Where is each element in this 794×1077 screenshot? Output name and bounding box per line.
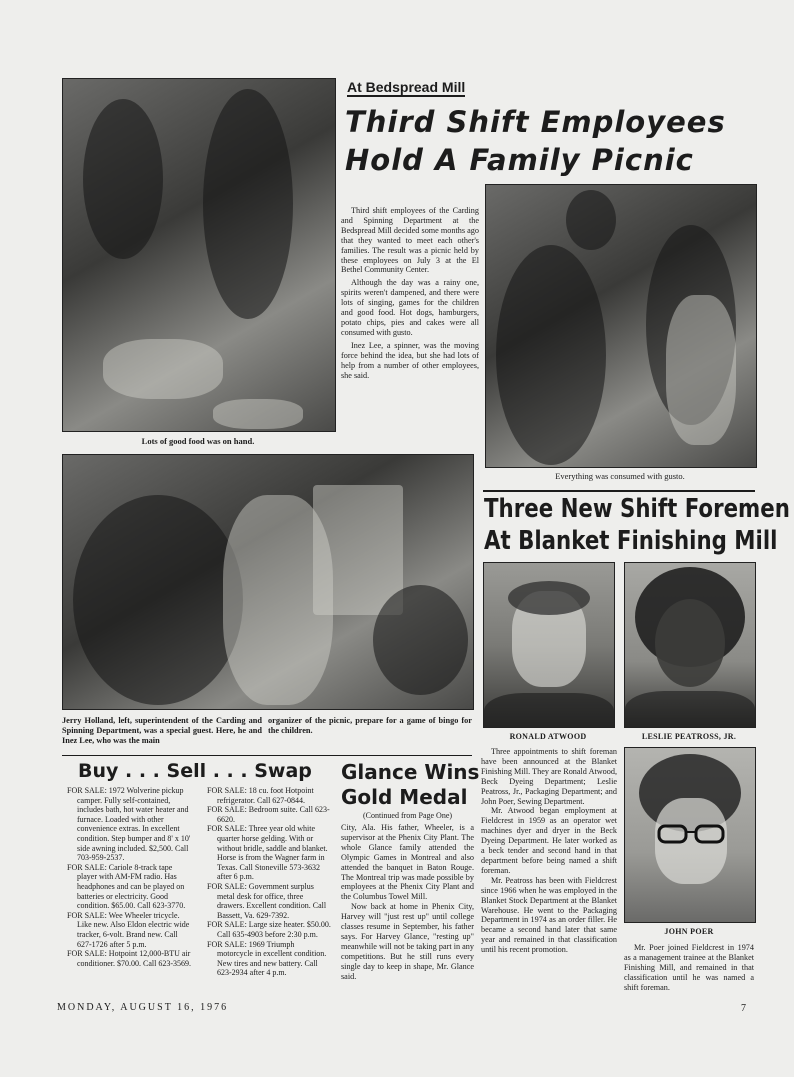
photo-children-eating xyxy=(485,184,757,468)
classified-ad: FOR SALE: Government surplus metal desk for office, three drawers. Excellent condition. Call Bassett, Va. 629-7392. xyxy=(207,881,327,920)
caption-holland-right: organizer of the picnic, prepare for a game of bingo for the children. xyxy=(268,716,472,735)
glance-paragraph: Now back at home in Phenix City, Harvey will "just rest up" until college classes resume in September, his father says. For Harvey Glance, "resting up" meanwhile will not be taking part in any competitions. But he still runs every single day to keep in shape, Mr. Glance said. xyxy=(341,902,474,981)
classified-ad: FOR SALE: Hotpoint 12,000-BTU air conditioner. $70.00. Call 623-3569. xyxy=(67,949,191,968)
classified-ad: FOR SALE: 18 cu. foot Hotpoint refrigerator. Call 627-0844. xyxy=(207,786,314,805)
rule-foremen-top xyxy=(483,490,755,492)
headline-foremen-line1: Three New Shift Foremen xyxy=(484,494,790,524)
picnic-paragraph: Inez Lee, a spinner, was the moving force behind the idea, but she had lots of help from a number of other employees, she said. xyxy=(341,340,479,380)
page-number: 7 xyxy=(741,1003,746,1014)
kicker-bedspread-mill: At Bedspread Mill xyxy=(347,79,466,95)
foremen-paragraph: Mr. Peatross has been with Fieldcrest since 1966 when he was employed in the Blanket Stock Department at the Blanket Warehouse. He went to the Packaging Department in 1974 as an order filler. He became a second hand later that same year and remained in that classification until his recent promotion. xyxy=(481,875,617,955)
caption-consumed: Everything was consumed with gusto. xyxy=(555,471,685,481)
classified-ad: FOR SALE: Bedroom suite. Call 623-6620. xyxy=(207,805,330,824)
picnic-article-body xyxy=(341,206,479,380)
name-john-poer: JOHN POER xyxy=(664,927,714,936)
glance-article-body xyxy=(341,823,474,982)
swap-column-2 xyxy=(207,786,331,978)
rule-lower-section xyxy=(62,755,472,756)
photo-holland-bingo xyxy=(62,454,474,710)
classified-ad: FOR SALE: Three year old white quarter horse gelding. With or without bridle, saddle and blanket. Horse is from the Wagner farm in Texas. Call Stoneville 573-3632 after 6 p.m. xyxy=(207,824,328,882)
photo-leslie-peatross xyxy=(624,562,756,728)
foremen-paragraph: Mr. Atwood began employment at Fieldcrest in 1959 as an operator wet machines dyer and dryer in the Beck Dyeing Department. He later worked as a beck tender and second hand in that department before being named a shift foreman. xyxy=(481,806,617,875)
picnic-paragraph: Although the day was a rainy one, spirits weren't dampened, and there were lots of singing, games for the children and good food. Hot dogs, hamburgers, potato chips, pies and cakes were all consumed with gusto. xyxy=(341,278,479,337)
headline-picnic-line2: Hold A Family Picnic xyxy=(345,143,694,177)
classified-ad: FOR SALE: Wee Wheeler tricycle. Like new. Also Eldon electric wide tracker, 6-volt. Brand new. Call 627-1726 after 5 p.m. xyxy=(67,910,190,949)
headline-picnic-line1: Third Shift Employees xyxy=(345,105,726,139)
name-leslie-peatross: LESLIE PEATROSS, JR. xyxy=(641,732,737,741)
swap-title: Buy . . . Sell . . . Swap xyxy=(78,760,312,782)
classified-ad: FOR SALE: Cariole 8-track tape player with AM-FM radio. Has headphones and can be played on batteries or electricity. Good condition. $65.00. Call 623-3770. xyxy=(67,862,186,911)
footer-date: MONDAY, AUGUST 16, 1976 xyxy=(57,1002,229,1013)
glance-paragraph: City, Ala. His father, Wheeler, is a supervisor at the Phenix City Plant. The whole Glance family attended the Olympic Games in Montreal and also attended the banquet in Baton Rouge. The Montreal trip was made possible by employees at the Phenix City Plant and the Columbus Towel Mill. xyxy=(341,823,474,902)
caption-holland-left: Jerry Holland, left, superintendent of the Carding and Spinning Department, was a special guest. Here, he and Inez Lee, who was the main xyxy=(62,716,262,745)
headline-foremen-line2: At Blanket Finishing Mill xyxy=(484,526,778,556)
caption-food: Lots of good food was on hand. xyxy=(141,436,255,446)
photo-food-table xyxy=(62,78,336,432)
picnic-paragraph: Third shift employees of the Carding and Spinning Department at the Bedspread Mill decided some months ago that they wanted to meet each other's families. The result was a picnic held by these employees on July 3 at the El Bethel Community Center. xyxy=(341,206,479,275)
classified-ad: FOR SALE: Large size heater. $50.00. Call 635-4903 before 2:30 p.m. xyxy=(207,920,331,939)
headline-glance-line1: Glance Wins xyxy=(341,760,480,784)
photo-ronald-atwood xyxy=(483,562,615,728)
foremen-paragraph: Three appointments to shift foreman have been announced at the Blanket Finishing Mill. They are Ronald Atwood, Beck Dyeing Department; Leslie Peatross, Jr., Packaging Department; and John Poer, Sewing Department. xyxy=(481,747,617,806)
swap-column-1 xyxy=(67,786,191,968)
photo-john-poer xyxy=(624,747,756,923)
foremen-article-body xyxy=(481,747,617,955)
continued-note: (Continued from Page One) xyxy=(362,811,453,820)
glasses-icon xyxy=(657,824,725,844)
classified-ad: FOR SALE: 1972 Wolverine pickup camper. Fully self-contained, includes bath, hot water heater and furnace. Loaded with other convenience extras. In excellent condition. Step bumper and 8' x 10' side awning included. $2,500. Call 703-959-2537. xyxy=(67,786,191,863)
name-ronald-atwood: RONALD ATWOOD xyxy=(509,732,587,741)
classified-ad: FOR SALE: 1969 Triumph motorcycle in excellent condition. New tires and new battery. Call 623-2934 after 4 p.m. xyxy=(207,939,327,978)
headline-glance-line2: Gold Medal xyxy=(341,785,468,809)
foremen-poer-paragraph: Mr. Poer joined Fieldcrest in 1974 as a management trainee at the Blanket Finishing Mill, and remained in that classification until he was named a shift foreman. xyxy=(624,943,754,992)
